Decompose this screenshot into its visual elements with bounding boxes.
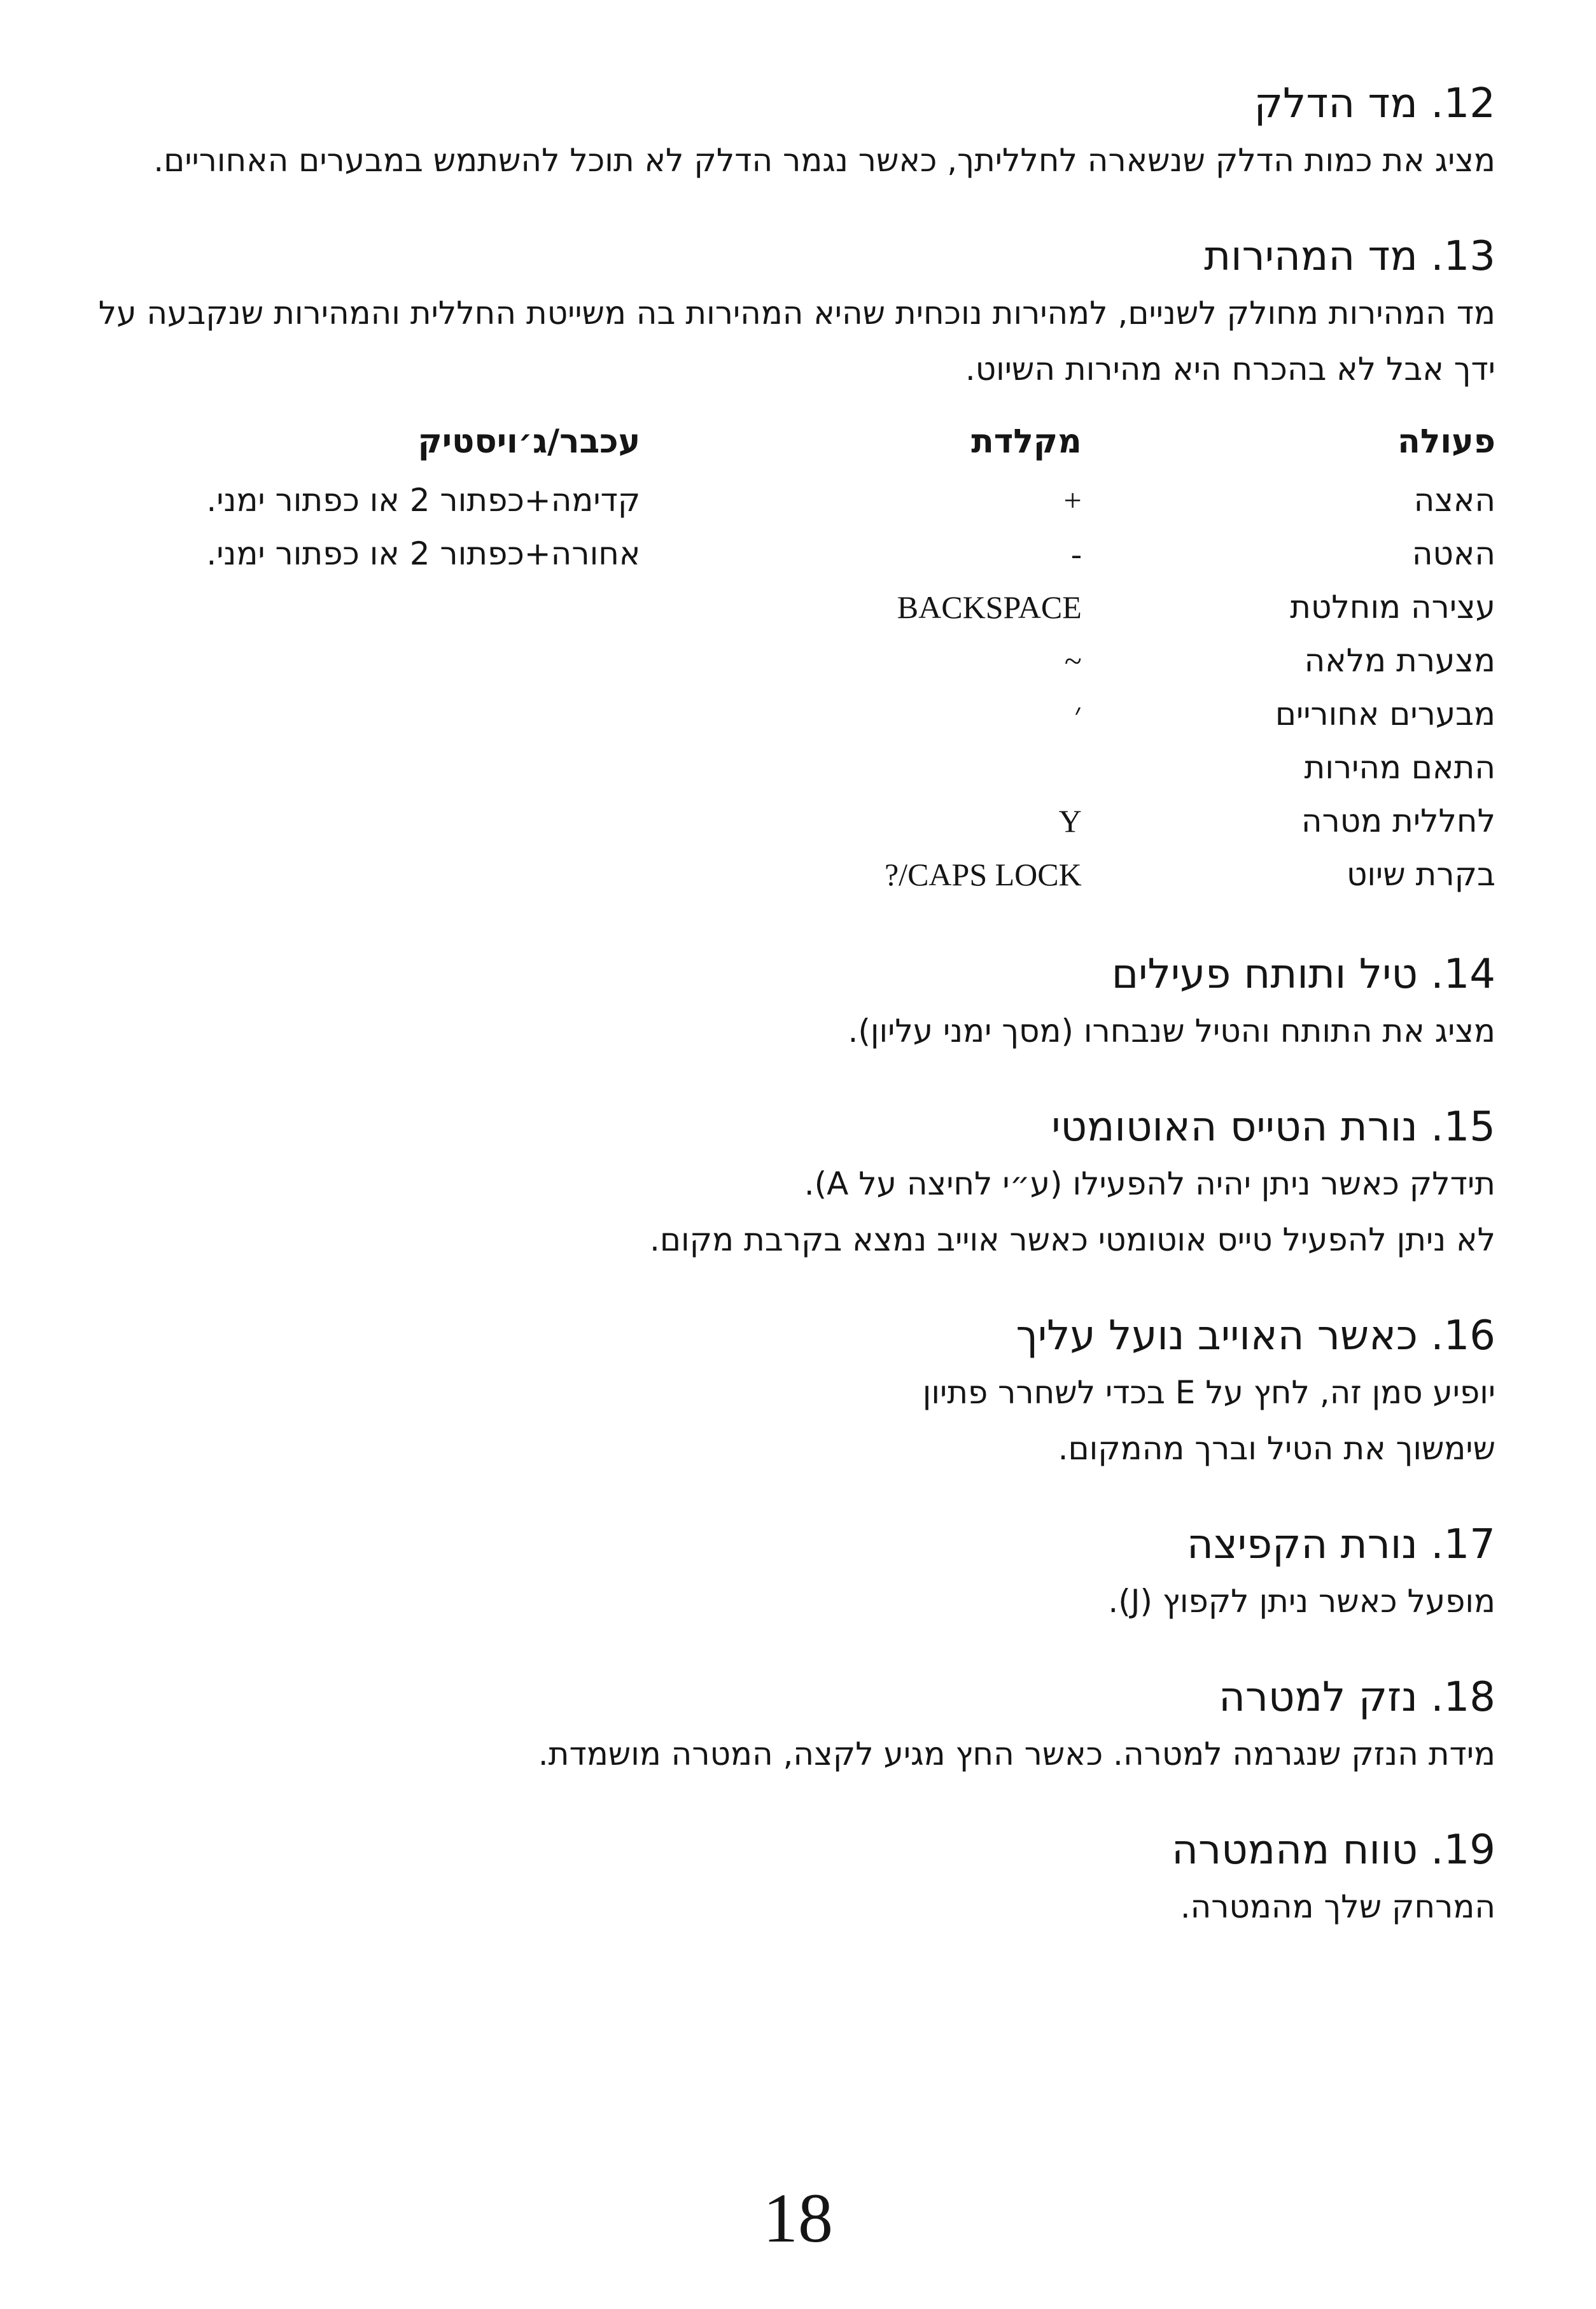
manual-page <box>76 75 1495 1974</box>
cell-joystick: קדימה+כפתור 2 או כפתור ימני. <box>206 482 641 519</box>
page-number: 18 <box>763 2179 833 2257</box>
section-target-range <box>76 1821 1495 1935</box>
section-target-damage <box>76 1669 1495 1782</box>
section-body <box>76 1879 1495 1935</box>
cell-joystick <box>76 580 659 634</box>
cell-keyboard <box>659 741 1100 794</box>
section-jump-light <box>76 1516 1495 1629</box>
table-row <box>76 580 1495 634</box>
cell-action: האטה <box>1411 535 1495 572</box>
table-row <box>76 794 1495 848</box>
paragraph: שימשוך את הטיל וברך מהמקום. <box>1058 1430 1495 1467</box>
paragraph: מציג את התותח והטיל שנבחרו (מסך ימני עליון). <box>848 1013 1495 1049</box>
table-row <box>76 634 1495 687</box>
cell-action: התאם מהירות <box>1304 749 1495 786</box>
section-body <box>76 1003 1495 1059</box>
cell-keyboard: ׳ <box>1074 696 1082 732</box>
section-title: 14. טיל ותותח פעילים <box>1111 951 1495 998</box>
table-row <box>76 527 1495 580</box>
paragraph: מופעל כאשר ניתן לקפוץ (J). <box>1108 1583 1495 1620</box>
paragraph: לא ניתן להפעיל טייס אוטומטי כאשר אוייב נמצא בקרבת מקום. <box>649 1221 1495 1258</box>
cell-action: עצירה מוחלטת <box>1290 589 1495 626</box>
section-body <box>76 1573 1495 1629</box>
section-title: 15. נורת הטייס האוטומטי <box>1051 1104 1495 1151</box>
cell-joystick <box>76 794 659 848</box>
cell-keyboard: BACKSPACE <box>897 589 1082 625</box>
section-title: 17. נורת הקפיצה <box>1187 1521 1495 1568</box>
table-row <box>76 474 1495 527</box>
paragraph: יופיע סמן זה, לחץ על E בכדי לשחרר פתיון <box>922 1374 1495 1411</box>
paragraph: מד המהירות מחולק לשניים, למהירות נוכחית שהיא המהירות בה משייטת החללית והמהירות שנקבעה על ידך אבל לא בהכרח היא מהירות השיוט. <box>98 295 1495 388</box>
section-body <box>76 285 1495 397</box>
section-title: 13. מד המהירות <box>1204 233 1495 280</box>
paragraph: מידת הנזק שנגרמה למטרה. כאשר החץ מגיע לקצה, המטרה מושמדת. <box>538 1736 1495 1772</box>
header-joystick: עכבר/ג׳ויסטיק <box>417 423 641 461</box>
cell-keyboard: CAPS LOCK/? <box>884 857 1082 892</box>
cell-keyboard: - <box>1071 536 1082 572</box>
cell-joystick: אחורה+כפתור 2 או כפתור ימני. <box>206 535 641 572</box>
section-autopilot-light <box>76 1098 1495 1268</box>
speed-controls-table <box>76 410 1495 901</box>
cell-action: לחללית מטרה <box>1301 803 1495 839</box>
section-fuel-gauge <box>76 75 1495 188</box>
section-speedometer <box>76 228 1495 397</box>
cell-action: מבערים אחוריים <box>1275 696 1495 733</box>
paragraph: תידלק כאשר ניתן יהיה להפעילו (ע״י לחיצה על A). <box>804 1165 1495 1202</box>
table-row <box>76 741 1495 794</box>
section-body <box>76 1726 1495 1782</box>
cell-action: מצערת מלאה <box>1304 642 1495 679</box>
cell-keyboard: ~ <box>1064 643 1082 678</box>
cell-joystick <box>76 634 659 687</box>
section-body <box>76 1365 1495 1477</box>
paragraph: מציג את כמות הדלק שנשארה לחלליתך, כאשר נגמר הדלק לא תוכל להשתמש במבערים האחוריים. <box>153 142 1495 179</box>
cell-joystick <box>76 741 659 794</box>
section-title: 18. נזק למטרה <box>1219 1674 1495 1721</box>
table-header-row <box>76 410 1495 474</box>
cell-joystick <box>76 687 659 741</box>
cell-action: בקרת שיוט <box>1346 856 1495 893</box>
cell-keyboard: Y <box>1058 803 1082 839</box>
cell-keyboard: + <box>1063 482 1082 518</box>
section-title: 19. טווח מהמטרה <box>1172 1827 1495 1874</box>
table-row <box>76 687 1495 741</box>
section-body <box>76 132 1495 188</box>
section-body <box>76 1156 1495 1268</box>
cell-action: האצה <box>1413 482 1495 519</box>
section-title: 12. מד הדלק <box>1254 80 1495 127</box>
header-keyboard: מקלדת <box>971 423 1082 461</box>
section-title: 16. כאשר האוייב נועל עליך <box>1016 1312 1495 1359</box>
section-active-weapons <box>76 946 1495 1059</box>
table-row <box>76 848 1495 901</box>
header-action: פעולה <box>1397 423 1495 461</box>
cell-joystick <box>76 848 659 901</box>
section-enemy-lock <box>76 1307 1495 1477</box>
paragraph: המרחק שלך מהמטרה. <box>1180 1888 1495 1925</box>
